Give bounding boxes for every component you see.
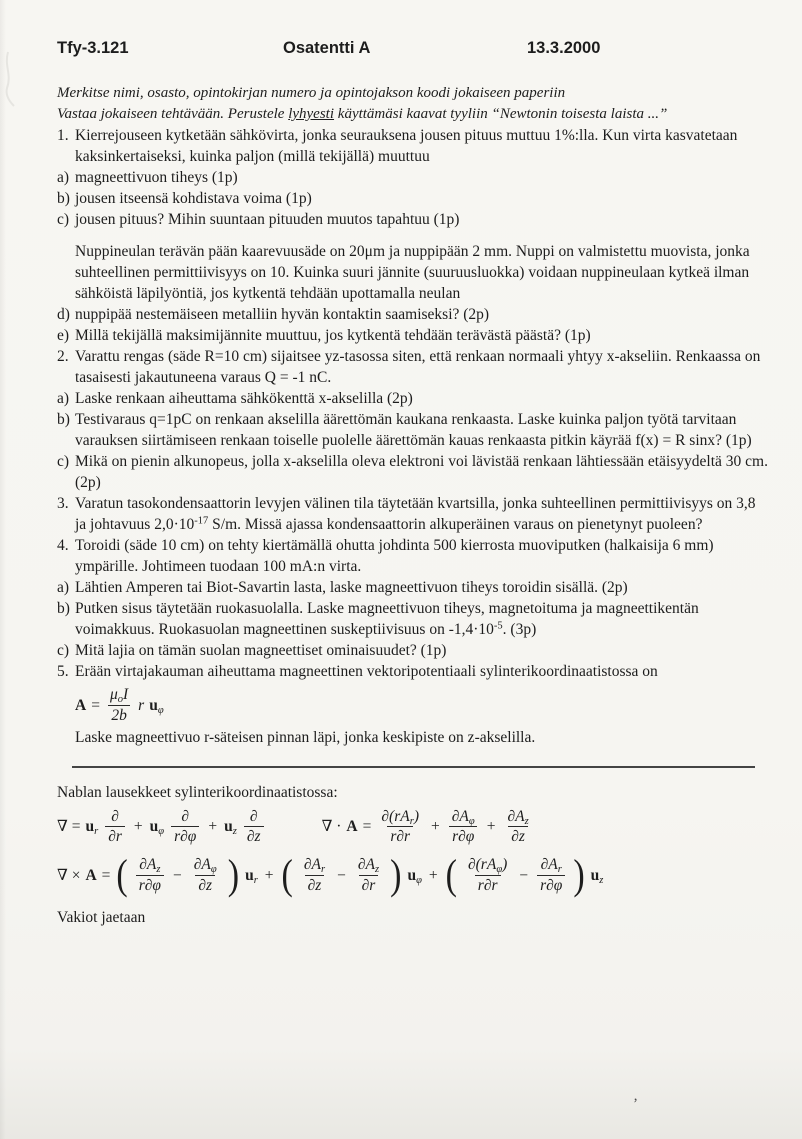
left-paren: ( xyxy=(445,851,457,899)
separator-line xyxy=(72,766,755,768)
vector-A-symbol: A xyxy=(75,696,87,714)
problem-4 xyxy=(57,535,770,661)
formula-sheet-heading: Nablan lausekkeet sylinterikoordinaatistossa: xyxy=(57,783,338,801)
problem-2-item-b: b) Testivaraus q=1pC on renkaan akselilla äärettömän kaukana renkaasta. Laske kuinka paljon työtä tarvitaan varauksen siirtämiseen renkaan toiselle puolelle äärettömän kauas renkaasta pitkin käyrää f(x) = R sinx? (1p) xyxy=(57,411,752,449)
right-paren: ) xyxy=(573,851,585,899)
problem-1-item-d: d) nuppipää nestemäiseen metalliin hyvän kontaktin saamiseksi? (2p) xyxy=(57,306,490,323)
problem-5 xyxy=(57,661,770,748)
divergence-formula: ∇ · A = $\frac{\partial(rA_r)}{r\partial r}$ + $\frac{\partial A_\varphi}{r\partial\varphi}$ + $\frac{\partial A_z}{\partial z}$ xyxy=(321,807,529,846)
problem-2-item-a: a) Laske renkaan aiheuttama sähkökenttä x-akselilla (2p) xyxy=(57,390,413,407)
problem-4-item-a: a) Lähtien Amperen tai Biot-Savartin lasta, laske magneettivuon tiheys toroidin sisällä. (2p) xyxy=(57,579,628,596)
left-paren: ( xyxy=(116,851,128,899)
course-code: Tfy-3.121 xyxy=(57,39,129,57)
right-paren: ) xyxy=(227,851,240,899)
problem-number: 3. xyxy=(57,495,69,512)
stray-mark: ’ xyxy=(633,1096,638,1112)
gradient-formula: ∇ = $u_r$ $\frac{\partial}{\partial r}$ + $u_\varphi$ $\frac{\partial}{r\partial\varphi}$ + $u_z$ $\frac{\partial}{\partial z}$ xyxy=(57,808,266,847)
problem-1-item-a: a) magneettivuon tiheys (1p) xyxy=(57,169,238,186)
problem-3-intro: 3. Varatun tasokondensaattorin levyjen välinen tila täytetään kvartsilla, jonka suhteellinen permittiivisyys on 3,8 ja johtavuus $2,0\cdot 10^{-17}$ S/m. Missä ajassa kondensaattorin alkuperäinen varaus on pienetynyt puoleen? xyxy=(57,495,756,533)
underlined-word: lyhyesti xyxy=(288,106,335,122)
problem-5-outro: Laske magneettivuo r-säteisen pinnan läpi, jonka keskipiste on z-akselilla. xyxy=(75,728,536,746)
mu0I-over-2b-fraction: $\frac{\mu_oI}{2b}$ xyxy=(109,686,129,724)
exam-date: 13.3.2000 xyxy=(527,39,601,57)
instruction-line-2: Vastaa jokaiseen tehtävään. Perustele lyhyesti käyttämäsi kaavat tyyliin “Newtonin toisesta laista ...” xyxy=(57,106,668,122)
problem-2 xyxy=(57,346,770,493)
problem-number: 5. xyxy=(57,663,69,680)
problem-1-item-b: b) jousen itseensä kohdistava voima (1p) xyxy=(57,190,312,207)
problem-1 xyxy=(57,125,770,346)
page-title: Osatentti A xyxy=(283,39,371,57)
problem-3 xyxy=(57,493,770,535)
left-paren: ( xyxy=(281,851,293,899)
problem-4-intro: 4. Toroidi (säde 10 cm) on tehty kiertämällä ohutta johdinta 500 kierrosta muoviputken (halkaisija 6 mm) ympärille. Johtimeen tuodaan 100 mA:n virta. xyxy=(57,537,714,575)
problem-1-intro: 1. Kierrejouseen kytketään sähkövirta, jonka seurauksena jousen pituus muttuu 1%:lla. Kun virta kasvatetaan kaksinkertaiseksi, kuinka paljon (millä tekijällä) muuttuu xyxy=(57,127,738,165)
problem-1-item-c: c) jousen pituus? Mihin suuntaan pituuden muutos tapahtuu (1p) xyxy=(57,211,460,228)
nabla-formulas-row xyxy=(57,808,770,847)
problem-5-intro: 5. Erään virtajakauman aiheuttama magneettinen vektoripotentiaali sylinterikoordinaatistossa on xyxy=(57,663,658,680)
problem-2-item-c: c) Mikä on pienin alkunopeus, jolla x-akselilla oleva elektroni voi lävistää renkaan lähtiessään etäisyydeltä 30 cm. (2p) xyxy=(57,453,768,491)
instruction-line-1: Merkitse nimi, osasto, opintokirjan numero ja opintojakson koodi jokaiseen paperiin xyxy=(57,85,566,101)
constants-note: Vakiot jaetaan xyxy=(57,908,146,926)
vector-potential-formula: A = $\frac{\mu_oI}{2b}$ r $u_\varphi$ xyxy=(75,686,164,724)
curl-formula: ∇ × A = ( $\frac{\partial A_z}{r\partial\varphi}$ − $\frac{\partial A_\varphi}{\partial z}$ ) $u_r$ + ( $\frac{\partial A_r}{\partial z}$ − $\frac{\partial A_z}{\partial r}$ ) $u_\varphi$ + ( $\frac{\partial(rA_\varphi)}{r\partial r}$ − $\frac{\partial A_r}{r\partial\varphi}$ ) $u_z$ xyxy=(57,851,604,899)
problem-number: 2. xyxy=(57,348,69,365)
header xyxy=(57,38,770,60)
problem-4-item-c: c) Mitä lajia on tämän suolan magneettiset ominaisuudet? (1p) xyxy=(57,642,447,659)
problem-2-intro: 2. Varattu rengas (säde R=10 cm) sijaitsee yz-tasossa siten, että renkaan normaali yhtyy x-akseliin. Renkaassa on tasaisesti jakautuneena varaus Q = -1 nC. xyxy=(57,348,761,386)
problem-1-subparagraph: Nuppineulan terävän pään kaarevuusäde on 20μm ja nuppipään 2 mm. Nuppi on valmistettu muovista, jonka suhteellinen permittiivisyys on 10. Kuinka suuri jännite (suuruusluokka) voidaan nuppineulaan kytkeä ilman sähköistä läpilyöntiä, jos kytkentä tehdään upottamalla neulan xyxy=(75,243,750,302)
problem-1-item-e: e) Millä tekijällä maksimijännite muuttuu, jos kytkentä tehdään terävästä päästä? (1p) xyxy=(57,327,591,344)
unit-vector-phi: $u_\varphi$ xyxy=(149,696,164,716)
problem-number: 1. xyxy=(57,127,69,144)
pencil-scribble xyxy=(2,48,42,108)
problem-number: 4. xyxy=(57,537,69,554)
instructions xyxy=(57,83,770,125)
problem-4-item-b: b) Putken sisus täytetään ruokasuolalla. Laske magneettivuon tiheys, magnetoituma ja magneettikentän voimakkuus. Ruokasuolan magneettinen suskeptiivisuus on $-1,4\cdot 10^{-5}$. (3p) xyxy=(57,600,699,638)
right-paren: ) xyxy=(390,851,402,899)
